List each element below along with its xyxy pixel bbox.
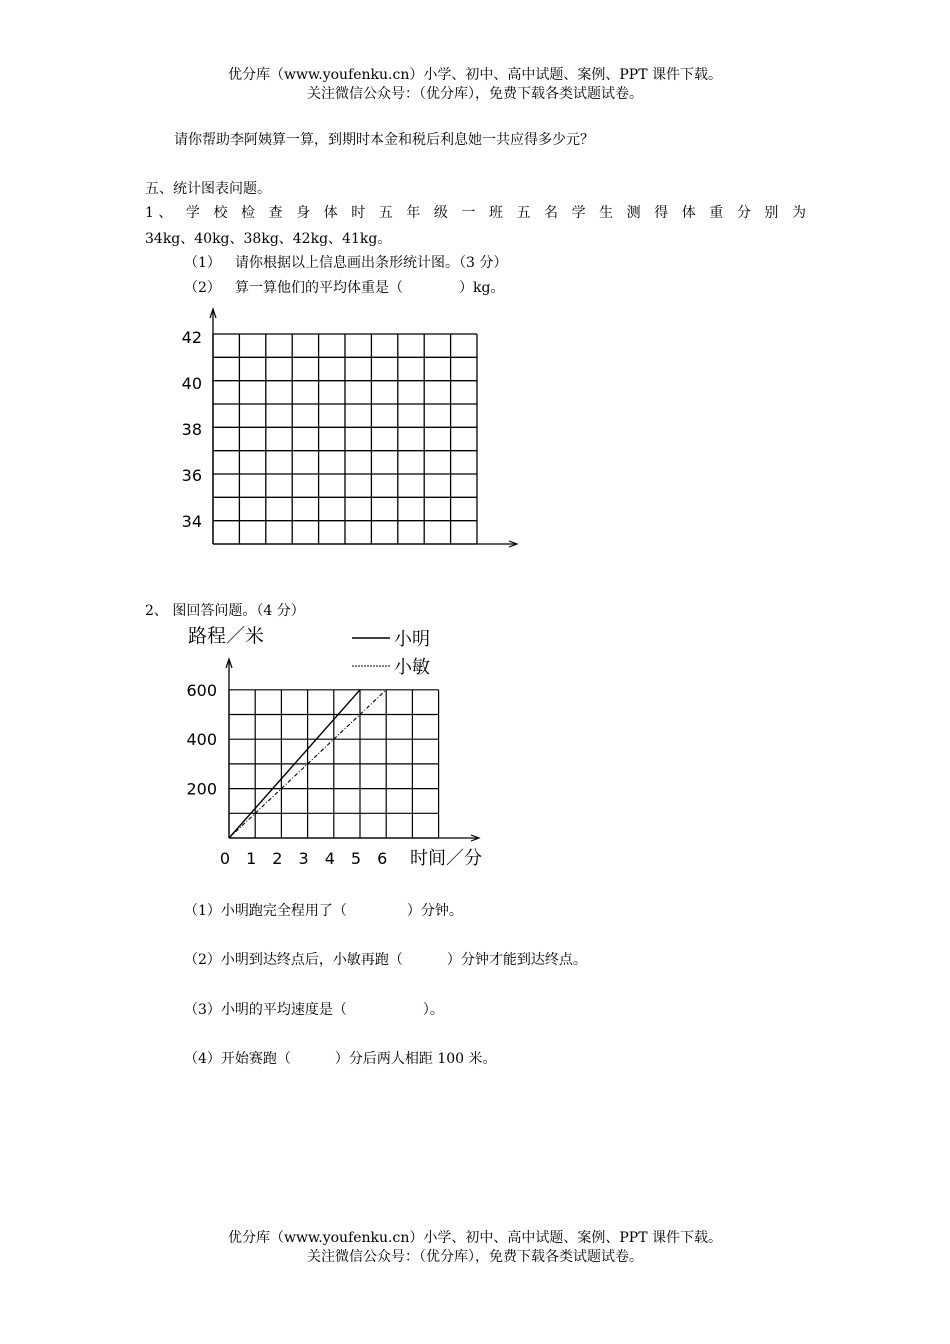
- x-tick-label: 3: [298, 849, 309, 868]
- q1-stem-char: 时: [351, 205, 366, 221]
- q1-stem-char: 检: [241, 205, 255, 221]
- y-axis-title: 路程／米: [188, 625, 265, 647]
- q1-stem-char: 别: [764, 205, 779, 221]
- y-tick-label: 600: [186, 680, 217, 700]
- x-tick-label: 4: [324, 849, 335, 868]
- q1-stem-line2: 34kg、40kg、38kg、42kg、41kg。: [145, 231, 392, 247]
- x-tick-label: 0: [219, 849, 231, 868]
- q1-stem-char: 体: [323, 205, 338, 221]
- q1-stem-char: 体: [681, 205, 696, 221]
- q1-stem-char: 重: [709, 205, 724, 221]
- y-tick-label: 400: [186, 730, 217, 750]
- legend-label: 小明: [394, 629, 430, 650]
- q1-number: 1 、: [145, 205, 173, 221]
- q1-stem-char: 班: [488, 205, 503, 221]
- q1-stem-char: 五: [516, 205, 531, 221]
- x-tick-label: 6: [377, 849, 388, 868]
- section-title: 五、统计图表问题。: [145, 181, 271, 197]
- q2-sub3: （3）小明的平均速度是（ ）。: [184, 1002, 444, 1018]
- q1-stem-char: 得: [654, 205, 669, 221]
- header-line-1: 优分库（www.youfenku.cn）小学、初中、高中试题、案例、PPT 课件下载。: [227, 67, 722, 83]
- y-tick-label: 200: [186, 779, 217, 799]
- q1-stem-char: 学: [571, 205, 586, 221]
- q1-stem-char: 名: [544, 205, 559, 221]
- q1-stem-char: 年: [406, 205, 421, 221]
- q1-stem-char: 五: [378, 205, 393, 221]
- y-tick-label: 38: [181, 420, 202, 439]
- q1-stem-char: 学: [185, 205, 200, 221]
- q1-sub1-number: （1）: [184, 255, 221, 271]
- x-axis-title: 时间／分: [410, 848, 482, 869]
- q2-sub2: （2）小明到达终点后，小敏再跑（ ）分钟才能到达终点。: [184, 952, 587, 968]
- q1-stem-char: 查: [268, 205, 283, 221]
- y-tick-label: 34: [181, 512, 202, 531]
- q1-sub2-text: 算一算他们的平均体重是（ ）kg。: [235, 280, 505, 296]
- legend-label: 小敏: [394, 657, 430, 678]
- q1-stem-char: 生: [599, 205, 614, 221]
- q1-stem-char: 级: [433, 205, 448, 221]
- q1-stem-char: 校: [213, 205, 228, 221]
- y-tick-label: 36: [181, 466, 202, 485]
- q1-stem-char: 身: [296, 205, 311, 221]
- x-tick-label: 5: [350, 849, 362, 868]
- q1-sub1-text: 请你根据以上信息画出条形统计图。（3 分）: [235, 255, 508, 271]
- x-tick-label: 1: [246, 849, 257, 868]
- q2-title: 2、 图回答问题。（4 分）: [145, 603, 305, 619]
- q1-stem-char: 为: [791, 205, 806, 221]
- y-tick-label: 40: [181, 374, 202, 393]
- y-tick-label: 42: [181, 328, 202, 347]
- q1-stem-char: 一: [461, 205, 476, 221]
- q1-stem-char: 测: [626, 205, 641, 221]
- footer-line-1: 优分库（www.youfenku.cn）小学、初中、高中试题、案例、PPT 课件下载。: [227, 1230, 722, 1246]
- q2-sub1: （1）小明跑完全程用了（ ）分钟。: [184, 903, 463, 919]
- q1-sub2-number: （2）: [184, 280, 221, 296]
- footer-line-2: 关注微信公众号：（优分库），免费下载各类试题试卷。: [307, 1249, 643, 1265]
- q2-sub4: （4）开始赛跑（ ）分后两人相距 100 米。: [184, 1051, 497, 1067]
- q1-stem-char: 分: [736, 205, 751, 221]
- header-line-2: 关注微信公众号：（优分库），免费下载各类试题试卷。: [307, 86, 643, 102]
- x-tick-label: 2: [272, 849, 283, 868]
- intro-question: 请你帮助李阿姨算一算，到期时本金和税后利息她一共应得多少元？: [174, 132, 594, 148]
